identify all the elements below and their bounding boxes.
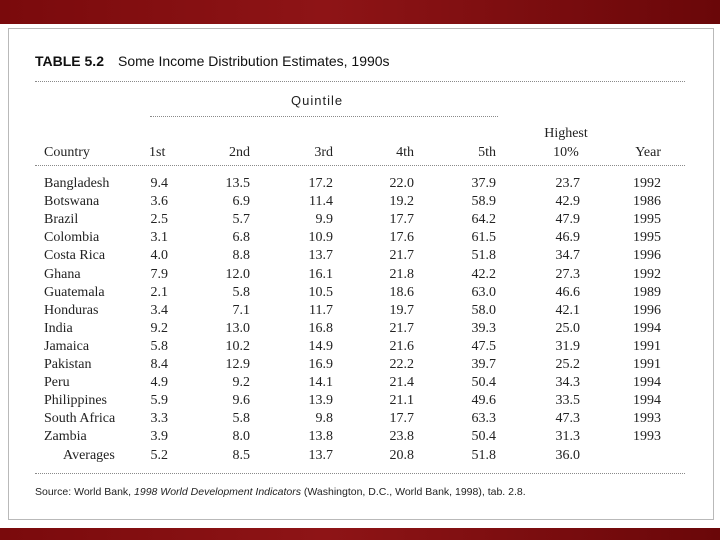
- table-cell: 11.7: [309, 302, 333, 318]
- table-cell: 14.1: [308, 375, 333, 391]
- table-cell: 31.9: [555, 338, 580, 354]
- table-cell: 3.9: [150, 429, 168, 445]
- table-cell: 21.6: [389, 338, 414, 354]
- table-cell: 21.1: [389, 393, 414, 409]
- table-cell: 23.7: [555, 176, 580, 191]
- table-cell: 8.8: [232, 248, 250, 264]
- table-cell: 17.2: [308, 176, 333, 191]
- table-cell: 16.1: [308, 266, 333, 282]
- table-cell: 21.4: [389, 375, 414, 391]
- table-cell: 21.7: [389, 320, 414, 336]
- table-cell: 12.0: [225, 266, 250, 282]
- table-cell: 51.8: [471, 248, 496, 264]
- title-rule: [35, 81, 685, 82]
- table-cell: 5.8: [150, 338, 168, 354]
- table-cell: 1989: [633, 284, 661, 300]
- table-cell: 33.5: [555, 393, 580, 409]
- row-country-name: Pakistan: [44, 357, 92, 372]
- table-cell: 9.2: [232, 375, 250, 391]
- table-cell: 10.2: [225, 338, 250, 354]
- bottom-decorative-bar: [0, 528, 720, 540]
- table-cell: 8.4: [150, 357, 168, 372]
- table-cell: 1996: [633, 248, 661, 264]
- table-cell: 13.5: [225, 176, 250, 191]
- table-cell: 46.6: [555, 284, 580, 300]
- header-country: Country: [44, 145, 90, 160]
- row-country-name: Brazil: [44, 212, 79, 228]
- table-cell: 3.1: [150, 230, 168, 246]
- table-cell: 8.0: [232, 429, 250, 445]
- source-italic: 1998 World Development Indicators: [134, 486, 301, 498]
- header-1st: 1st: [149, 145, 166, 160]
- table-cell: 22.0: [389, 176, 414, 191]
- table-cell: 10.5: [308, 284, 333, 300]
- quintile-rule: [150, 116, 498, 117]
- table-cell: 13.7: [308, 248, 333, 264]
- table-cell: 63.3: [471, 411, 496, 427]
- row-country-name: India: [44, 320, 73, 336]
- table-cell: 1994: [633, 320, 661, 336]
- table-cell: 9.4: [150, 176, 168, 191]
- table-cell: 39.3: [471, 320, 496, 336]
- row-country-name: Costa Rica: [44, 248, 106, 264]
- table-cell: 1992: [633, 176, 661, 191]
- row-country-name: South Africa: [44, 411, 116, 427]
- table-cell: 49.6: [471, 393, 496, 409]
- table-cell: 9.9: [315, 212, 333, 228]
- table-cell: 22.2: [389, 357, 414, 372]
- table-cell: 11.4: [309, 194, 333, 210]
- table-cell: 1993: [633, 429, 661, 445]
- table-cell: 12.9: [225, 357, 250, 372]
- table-cell: 13.9: [308, 393, 333, 409]
- table-cell: 64.2: [471, 212, 496, 228]
- table-cell: 63.0: [471, 284, 496, 300]
- table-cell: 50.4: [471, 429, 496, 445]
- table-cell: 5.2: [150, 447, 168, 463]
- table-cell: 4.9: [150, 375, 168, 391]
- source-suffix: (Washington, D.C., World Bank, 1998), tab. 2.8.: [300, 486, 526, 498]
- table-cell: 13.8: [308, 429, 333, 445]
- table-cell: 46.9: [555, 230, 580, 246]
- header-rule: [35, 165, 685, 166]
- table-cell: 17.6: [389, 230, 414, 246]
- table-cell: 9.8: [315, 411, 333, 427]
- table-cell: 34.3: [555, 375, 580, 391]
- table-cell: 1996: [633, 302, 661, 318]
- table-cell: 16.8: [308, 320, 333, 336]
- table-cell: 14.9: [308, 338, 333, 354]
- table-cell: 8.5: [232, 447, 250, 463]
- table-cell: 58.9: [471, 194, 496, 210]
- table-label: TABLE 5.2: [35, 53, 104, 69]
- row-country-name: Honduras: [44, 302, 99, 318]
- row-country-name: Ghana: [44, 266, 81, 282]
- header-highest-line2: 10%: [553, 145, 579, 160]
- table-cell: 1991: [633, 338, 661, 354]
- bottom-rule: [35, 473, 685, 474]
- source-note: [35, 486, 526, 498]
- table-cell: 61.5: [471, 230, 496, 246]
- header-2nd: 2nd: [229, 145, 250, 160]
- table-cell: 6.8: [232, 230, 250, 246]
- table-cell: 5.7: [232, 212, 250, 228]
- table-cell: 1986: [633, 194, 661, 210]
- row-country-name: Zambia: [44, 429, 87, 445]
- table-cell: 25.0: [555, 320, 580, 336]
- table-cell: 6.9: [232, 194, 250, 210]
- table-cell: 31.3: [555, 429, 580, 445]
- table-cell: 19.2: [389, 194, 414, 210]
- table-cell: 3.3: [150, 411, 168, 427]
- source-prefix: Source: World Bank,: [35, 486, 135, 498]
- table-cell: 47.9: [555, 212, 580, 228]
- table-cell: 13.0: [225, 320, 250, 336]
- table-cell: 37.9: [471, 176, 496, 191]
- table-cell: 27.3: [555, 266, 580, 282]
- table-cell: 5.9: [150, 393, 168, 409]
- table-title-text: Some Income Distribution Estimates, 1990s: [117, 53, 390, 69]
- row-country-name: Averages: [63, 447, 115, 463]
- table-cell: 42.1: [555, 302, 580, 318]
- table-cell: 36.0: [555, 447, 580, 463]
- table-cell: 39.7: [471, 357, 496, 372]
- table-cell: 1992: [633, 266, 661, 282]
- row-country-name: Colombia: [44, 230, 100, 246]
- row-country-name: Peru: [44, 375, 70, 391]
- table-cell: 50.4: [471, 375, 496, 391]
- table-title: [35, 53, 390, 69]
- table-cell: 2.1: [150, 284, 168, 300]
- row-country-name: Guatemala: [44, 284, 105, 300]
- table-cell: 16.9: [308, 357, 333, 372]
- table-cell: 18.6: [389, 284, 414, 300]
- table-cell: 13.7: [308, 447, 333, 463]
- header-5th: 5th: [478, 145, 496, 160]
- header-highest-line1: Highest: [544, 126, 588, 141]
- table-cell: 58.0: [471, 302, 496, 318]
- table-cell: 1993: [633, 411, 661, 427]
- row-country-name: Bangladesh: [44, 176, 110, 191]
- table-cell: 47.3: [555, 411, 580, 427]
- table-cell: 4.0: [150, 248, 168, 264]
- table-cell: 42.9: [555, 194, 580, 210]
- table-cell: 1994: [633, 393, 661, 409]
- quintile-group-header: Quintile: [291, 93, 344, 108]
- table-cell: 1995: [633, 230, 661, 246]
- table-cell: 51.8: [471, 447, 496, 463]
- table-cell: 9.6: [232, 393, 250, 409]
- table-cell: 25.2: [555, 357, 580, 372]
- table-cell: 10.9: [308, 230, 333, 246]
- table-cell: 17.7: [389, 212, 414, 228]
- table-cell: 42.2: [471, 266, 496, 282]
- table-cell: 17.7: [389, 411, 414, 427]
- table-cell: 7.9: [150, 266, 168, 282]
- table-cell: 2.5: [150, 212, 168, 228]
- table-cell: 5.8: [232, 411, 250, 427]
- table-cell: 9.2: [150, 320, 168, 336]
- table-cell: 1991: [633, 357, 661, 372]
- row-country-name: Philippines: [44, 393, 108, 409]
- table-cell: 7.1: [232, 302, 250, 318]
- slide-frame: [8, 28, 714, 520]
- table-cell: 1995: [633, 212, 661, 228]
- table-cell: 34.7: [555, 248, 580, 264]
- row-country-name: Botswana: [44, 194, 100, 210]
- table-cell: 23.8: [389, 429, 414, 445]
- top-decorative-bar: [0, 0, 720, 24]
- table-cell: 47.5: [471, 338, 496, 354]
- table-cell: 1994: [633, 375, 661, 391]
- table-cell: 3.6: [150, 194, 168, 210]
- table-cell: 19.7: [389, 302, 414, 318]
- table-cell: 21.7: [389, 248, 414, 264]
- header-year: Year: [635, 145, 661, 160]
- table-cell: 5.8: [232, 284, 250, 300]
- header-3rd: 3rd: [314, 145, 333, 160]
- row-country-name: Jamaica: [44, 338, 90, 354]
- table-cell: 3.4: [150, 302, 168, 318]
- header-4th: 4th: [396, 145, 414, 160]
- table-cell: 20.8: [389, 447, 414, 463]
- table-cell: 21.8: [389, 266, 414, 282]
